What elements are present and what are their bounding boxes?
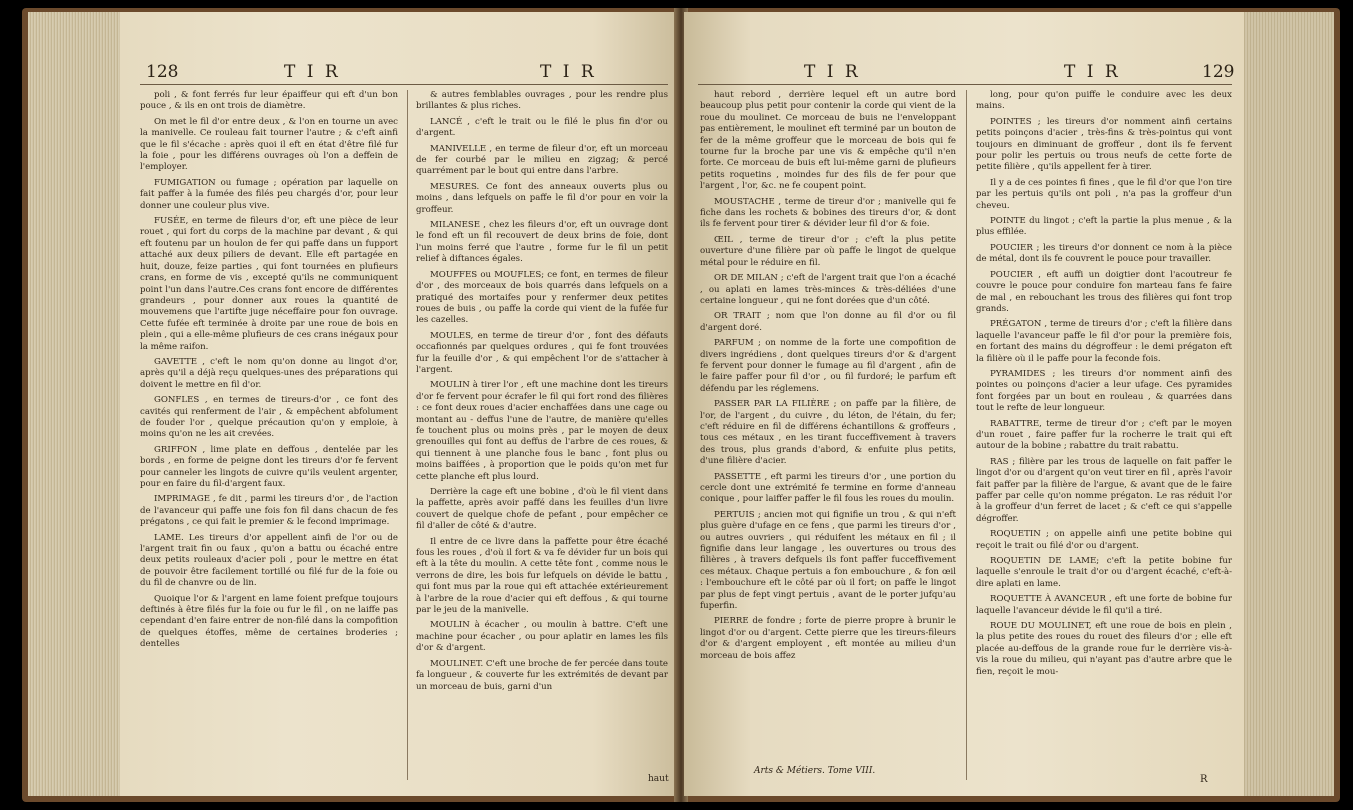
paragraph: ŒIL , terme de tireur d'or ; c'eft la plus petite ouverture d'une filière par où paffe le lingot de quelque métal pour le réduire en fil. <box>700 234 956 268</box>
paragraph: PARFUM ; on nomme de la forte une compofition de divers ingrédiens , dont quelques tireurs d'or & d'argent fe fervent pour donner le fumage au fil d'argent , afin de le faire paffer pour fil d'or , ou fil furdoré; le parfum eft défendu par les réglemens. <box>700 338 956 394</box>
paragraph: MILANESE , chez les fileurs d'or, eft un ouvrage dont le fond eft un fil recouvert de deux brins de foie, dont l'un moins ferré que l'autre , forme fur le fil un petit relief à diftances égales. <box>416 220 668 265</box>
paragraph: POUCIER ; les tireurs d'or donnent ce nom à la pièce de métal, dont ils fe couvrent le pouce pour travailler. <box>976 242 1232 265</box>
paragraph: poli , & font ferrés fur leur épaiffeur qui eft d'un bon pouce , & ils en ont trois de diamètre. <box>140 90 398 112</box>
paragraph: MOUFFES ou MOUFLES; ce font, en termes de fileur d'or , des morceaux de bois quarrés dans lefquels on a pratiqué des mortaifes pour y renfermer deux petites roues de buis , ou paffe la corde qui vient de la fufée fur les cazelles. <box>416 269 668 326</box>
paragraph: Il y a de ces pointes fi fines , que le fil d'or que l'on tire par les pertuis qu'ils ont poli , n'a pas la groffeur d'un cheveu. <box>976 177 1232 211</box>
paragraph: OR TRAIT ; nom que l'on donne au fil d'or ou fil d'argent doré. <box>700 311 956 333</box>
paragraph: PASSETTE , eft parmi les tireurs d'or , une portion du cercle dont une extrémité fe termine en forme d'anneau conique , pour laiffer paffer le fil fous les roues du moulin. <box>700 471 956 505</box>
right-page-number: 129 <box>1202 62 1235 82</box>
left-column-1 <box>140 90 398 655</box>
paragraph: FUMIGATION ou fumage ; opération par laquelle on fait paffer à la fumée des filés peu chargés d'or, pour leur donner une couleur plus vive. <box>140 177 398 211</box>
paragraph: RABATTRE, terme de tireur d'or ; c'eft par le moyen d'un rouet , faire paffer fur la rocherre le trait qui eft autour de la bobine ; rabattre du trait rabattu. <box>976 418 1232 452</box>
right-column-2 <box>976 90 1232 682</box>
paragraph: & autres femblables ouvrages , pour les rendre plus brillantes & plus riches. <box>416 90 668 112</box>
paragraph: PASSER PAR LA FILIÈRE ; on paffe par la filière, de l'or, de l'argent , du cuivre , du léton, de l'étain, du fer; c'eft réduire en fil de différens échantillons & groffeurs , tous ces métaux , en les tirant fucceffivement à travers des trous, plus grands d'abord, & enfuite plus petits, d'une filière d'acier. <box>700 399 956 467</box>
paragraph: long, pour qu'on puiffe le conduire avec les deux mains. <box>976 90 1232 112</box>
paragraph: MANIVELLE , en terme de fileur d'or, eft un morceau de fer courbé par le milieu en zigzag; & percé quarrément par le bout qui entre dans l'arbre. <box>416 143 668 177</box>
paragraph: GAVETTE , c'eft le nom qu'on donne au lingot d'or, après qu'il a déjà reçu quelques-unes des préparations qui doivent le mettre en fil d'or. <box>140 356 398 390</box>
left-page-edges <box>28 12 120 796</box>
left-page-number: 128 <box>146 62 179 82</box>
paragraph: MOUSTACHE , terme de tireur d'or ; manivelle qui fe fiche dans les rochets & bobines des tireurs d'or, & dont ils fe fervent pour tirer & dévider leur fil d'or & foie. <box>700 196 956 230</box>
paragraph: ROQUETTE À AVANCEUR , eft une forte de bobine fur laquelle l'avanceur dévide le fil qu'il a tiré. <box>976 594 1232 616</box>
paragraph: OR DE MILAN ; c'eft de l'argent trait que l'on a écaché , ou aplati en lames très-minces & très-déliées d'une certaine longueur , qui ne font dorées que d'un côté. <box>700 273 956 306</box>
paragraph: PIERRE de fondre ; forte de pierre propre à brunir le lingot d'or ou d'argent. Cette pierre que les tireurs-fileurs d'or & d'argent employent , eft montée au milieu d'un morceau de bois affez <box>700 616 956 661</box>
paragraph: MOULIN à écacher , ou moulin à battre. C'eft une machine pour écacher , ou pour aplatir en lames les fils d'or & d'argent. <box>416 620 668 654</box>
paragraph: POINTES ; les tireurs d'or nomment ainfi certains petits poinçons d'acier , très-fins & très-pointus qui vont toujours en diminuant de groffeur , dont ils fe fervent pour polir les pertuis ou trous neufs de cette forte de petite filière , qu'ils appellent fer à tirer. <box>976 116 1232 173</box>
left-running-head-2: T I R <box>540 62 597 82</box>
right-signature-mark: R <box>1200 774 1208 785</box>
left-column-2 <box>416 90 668 697</box>
paragraph: MOULES, en terme de tireur d'or , font des défauts occafionnés par quelques ordures , qui fe font trouvées fur la feuille d'or , & qui empêchent l'or de s'attacher à l'argent. <box>416 330 668 375</box>
left-column-divider <box>407 90 408 780</box>
paragraph: PRÉGATON , terme de tireurs d'or ; c'eft la filière dans laquelle l'avanceur paffe le fil d'or pour la première fois, en fortant des mains du dégroffeur : le demi prégaton eft la filière où il le paffe pour la feconde fois. <box>976 319 1232 364</box>
left-catchword: haut <box>648 774 669 784</box>
paragraph: PERTUIS ; ancien mot qui fignifie un trou , & qui n'eft plus guère d'ufage en ce fens , que parmi les tireurs d'or , ou autres ouvriers , qui réduifent les métaux en fil ; il fignifie dans leur langage , les ouvertures ou trous des filières , à travers defquels ils font paffer fucceffivement ces métaux. Chaque pertuis a fon embouchure , & fon œil : l'embouchure eft le côté par où il fort; on paffe le lingot par plus de fept vingt pertuis , avant de le porter jufqu'au fuperfin. <box>700 509 956 612</box>
paragraph: haut rebord , derrière lequel eft un autre bord beaucoup plus petit pour contenir la corde qui vient de la roue du moulinet. Ce morceau de buis ne l'enveloppant pas entièrement, le moulinet eft terminé par un bouton de fer de la même groffeur que le morceau de bois qui fe tourne fur la broche par une vis & empêche qu'il n'en forte. Ce morceau de buis eft lui-même garni de plufieurs petits roquetins , moindes fur des fils de fer pour que l'argent , l'or, &c. ne fe coupent point. <box>700 90 956 192</box>
paragraph: MOULIN à tirer l'or , eft une machine dont les tireurs d'or fe fervent pour écrafer le fil qui fort rond des filières : ce font deux roues d'acier enchaffées dans une cage ou montant au - deffus l'une de l'autre, de manière qu'elles fe touchent plus ou moins près , par le moyen de deux grenouilles qui font au deffus de l'arbre de ces roues, & qui tiennent à une planche fous le banc , font plus ou moins baiffées , à proportion que le poids qu'on met fur cette planche eft plus lourd. <box>416 380 668 482</box>
paragraph: MOULINET. C'eft une broche de fer percée dans toute fa longueur , & couverte fur les extrémités de devant par un morceau de buis, garni d'un <box>416 658 668 692</box>
paragraph: Il entre de ce livre dans la paffette pour être écaché fous les roues , d'où il fort & va fe dévider fur un bois qui eft à la tête du moulin. A cette tête font , comme nous le verrons de dire, les bois fur lefquels on dévide le battu , qui font mus par la roue qui eft attachée extérieurement à l'arbre de la roue d'acier qui eft deffous , & qui tourne par le jeu de la manivelle. <box>416 536 668 616</box>
paragraph: Derrière la cage eft une bobine , d'où le fil vient dans la paffette, après avoir paffé dans les feuilles d'un livre couvert de quelque chofe de pefant , pour empêcher ce fil d'aller de côté & d'autre. <box>416 487 668 532</box>
paragraph: On met le fil d'or entre deux , & l'on en tourne un avec la manivelle. Ce rouleau fait tourner l'autre ; & c'eft ainfi que le fil s'écache : après quoi il eft en état d'être filé fur la foie , pour les différens ouvrages où l'on a deffein de l'employer. <box>140 116 398 173</box>
right-page-footer: Arts & Métiers. Tome VIII. <box>754 766 876 776</box>
paragraph: LAME. Les tireurs d'or appellent ainfi de l'or ou de l'argent trait fin ou faux , qu'on a battu ou écaché entre deux petits rouleaux d'acier poli , pour le mettre en état de pouvoir être facilement tortillé ou filé fur de la foie ou du fil de chanvre ou de lin. <box>140 532 398 589</box>
paragraph: POUCIER , eft auffi un doigtier dont l'acoutreur fe couvre le pouce pour conduire fon marteau fans fe faire de mal , en rebouchant les trous des filières qui font trop grands. <box>976 269 1232 314</box>
paragraph: ROQUETIN ; on appelle ainfi une petite bobine qui reçoit le trait ou filé d'or ou d'argent. <box>976 529 1232 551</box>
paragraph: ROQUETIN DE LAME; c'eft la petite bobine fur laquelle s'enroule le trait d'or ou d'argent écaché, c'eft-à-dire aplati en lame. <box>976 556 1232 589</box>
paragraph: POINTE du lingot ; c'eft la partie la plus menue , & la plus effilée. <box>976 216 1232 238</box>
paragraph: LANCÉ , c'eft le trait ou le filé le plus fin d'or ou d'argent. <box>416 116 668 139</box>
left-running-head-1: T I R <box>284 62 341 82</box>
left-header-rule <box>140 84 668 85</box>
left-page <box>120 12 676 796</box>
paragraph: IMPRIMAGE , fe dit , parmi les tireurs d'or , de l'action de l'avanceur qui paffe une fois fon fil dans chacun de fes prégatons , ce qui fait le premier & le fecond imprimage. <box>140 494 398 528</box>
book-spread <box>22 8 1340 802</box>
right-page <box>684 12 1244 796</box>
paragraph: GONFLES , en termes de tireurs-d'or , ce font des cavités qui renferment de l'air , & empêchent abfolument de fouder l'or , quelque précaution qu'on y emploie, à moins qu'on ne les ait crevées. <box>140 395 398 440</box>
paragraph: MESURES. Ce font des anneaux ouverts plus ou moins , dans lefquels on paffe le fil d'or pour en voir la groffeur. <box>416 181 668 215</box>
right-header-rule <box>698 84 1232 85</box>
right-column-1 <box>700 90 956 762</box>
right-running-head-1: T I R <box>804 62 861 82</box>
paragraph: RAS ; filière par les trous de laquelle on fait paffer le lingot d'or ou d'argent qu'on veut tirer en fil , après l'avoir fait paffer par la filière de l'argue, & avant que de le faire paffer par celle qu'on nomme prégaton. Le ras réduit l'or à la groffeur d'un ferret de lacet ; & c'eft ce qui s'appelle dégroffer. <box>976 456 1232 524</box>
paragraph: PYRAMIDES ; les tireurs d'or nomment ainfi des pointes ou poinçons d'acier a leur ufage. Ces pyramides font forgées par un bout en rouleau , & quarrées dans tout le refte de leur longueur. <box>976 368 1232 414</box>
paragraph: ROUE DU MOULINET, eft une roue de bois en plein , la plus petite des roues du rouet des fileurs d'or ; elle eft placée au-deffous de la grande roue fur le derrière vis-à-vis la roue du milieu, qui n'ayant pas d'autre arbre que le fien, reçoit le mou- <box>976 621 1232 677</box>
right-column-divider <box>966 90 967 780</box>
right-running-head-2: T I R <box>1064 62 1121 82</box>
paragraph: FUSÉE, en terme de fileurs d'or, eft une pièce de leur rouet , qui fort du corps de la machine par devant , & qui eft foutenu par un houlon de fer qui paffe dans un fupport attaché aux deux piliers de devant. Elle eft partagée en huit, douze, feize parties , qui font tournées en plufieurs crans, en forme de vis , excepté qu'ils ne communiquent point l'un dans l'autre.Ces crans font encore de différentes grandeurs , pour donner aux roues la quantité de mouvemens que l'artifte juge néceffaire pour fon ouvrage. Cette fufée eft terminée à droite par une roue de bois en plein , qui a elle-même plufieurs de ces crans inégaux pour la même raifon. <box>140 216 398 352</box>
right-page-edges <box>1244 12 1334 796</box>
paragraph: GRIFFON , lime plate en deffous , dentelée par les bords , en forme de peigne dont les tireurs d'or fe fervent pour canneler les lingots de cuivre qu'ils veulent argenter, pour en faire du fil-d'argent faux. <box>140 444 398 489</box>
paragraph: Quoique l'or & l'argent en lame foient prefque toujours deftinés à être filés fur la foie ou fur le fil , on ne laiffe pas cependant d'en faire entrer de non-filé dans la compofition de quelques étoffes, même de certaines broderies ; dentelles <box>140 593 398 650</box>
